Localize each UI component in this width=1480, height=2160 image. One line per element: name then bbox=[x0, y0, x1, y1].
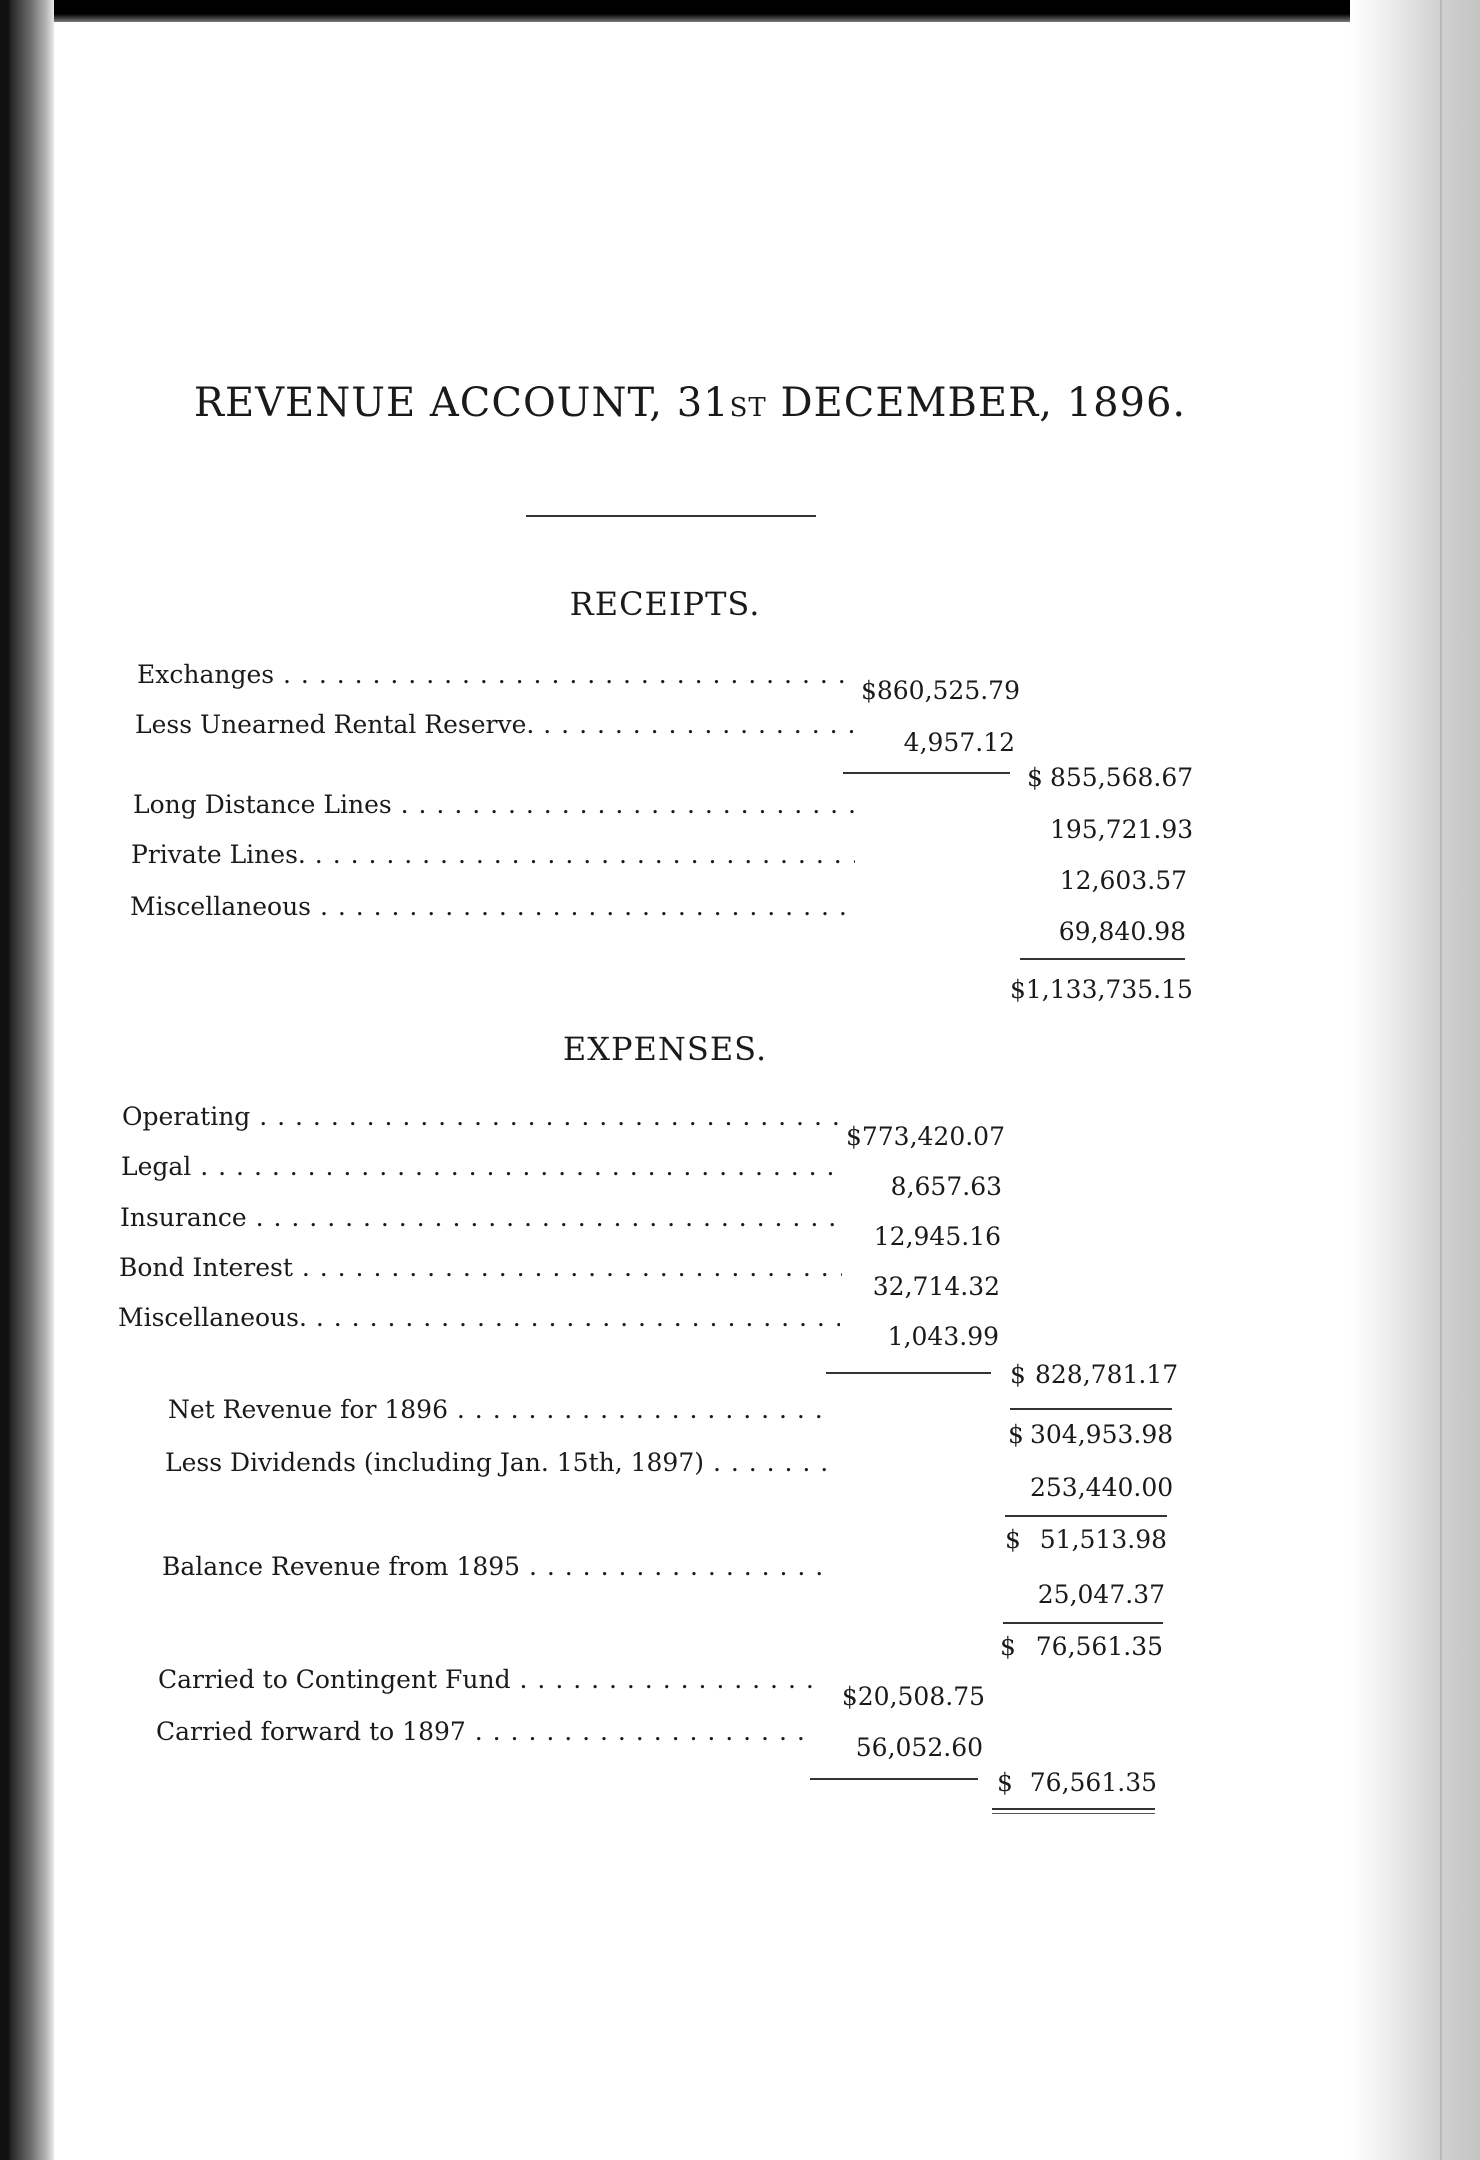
summary-less-dividends-label: Less Dividends (including Jan. 15th, 1897) . . . bbox=[165, 1448, 830, 1477]
expenses-subtotal-rule bbox=[826, 1372, 991, 1374]
receipts-private-lines-amount: 12,603.57 bbox=[1059, 866, 1187, 895]
expenses-total-currency: $ bbox=[1010, 1360, 1026, 1389]
expenses-heading: EXPENSES. bbox=[562, 1030, 768, 1068]
title-prefix: REVENUE ACCOUNT, 31 bbox=[193, 380, 730, 426]
title-divider bbox=[526, 515, 816, 517]
receipts-private-lines-label: Private Lines. . . . bbox=[131, 840, 855, 869]
summary-subtotal-amount: 51,513.98 bbox=[1039, 1525, 1167, 1554]
summary-balance-1895-label: Balance Revenue from 1895 . . . bbox=[162, 1552, 827, 1581]
summary-dividends-rule bbox=[1005, 1515, 1167, 1517]
expenses-total-amount: 828,781.17 bbox=[1035, 1360, 1179, 1389]
summary-less-dividends-amount: 253,440.00 bbox=[1030, 1473, 1174, 1502]
summary-forward-rule bbox=[810, 1778, 978, 1780]
expenses-total-rule bbox=[1010, 1408, 1172, 1410]
summary-subtotal2-currency: $ bbox=[1000, 1632, 1016, 1661]
receipts-long-distance-label: Long Distance Lines . . . bbox=[133, 790, 855, 819]
expenses-operating-amount: $773,420.07 bbox=[845, 1122, 1005, 1151]
expenses-operating-label: Operating . . . bbox=[122, 1102, 847, 1131]
summary-contingent-fund-amount: $20,508.75 bbox=[841, 1682, 985, 1711]
receipts-exchanges-amount: $860,525.79 bbox=[860, 676, 1020, 705]
expenses-legal-label: Legal . . . bbox=[121, 1152, 845, 1181]
expenses-insurance-label: Insurance . . . bbox=[120, 1203, 843, 1232]
summary-final-amount: 76,561.35 bbox=[1029, 1768, 1157, 1797]
summary-balance-1895-amount: 25,047.37 bbox=[1037, 1580, 1165, 1609]
receipts-total-rule bbox=[1020, 958, 1185, 960]
receipts-miscellaneous-label: Miscellaneous . . . bbox=[130, 892, 855, 921]
summary-final-currency: $ bbox=[997, 1768, 1013, 1797]
summary-subtotal2-amount: 76,561.35 bbox=[1035, 1632, 1163, 1661]
summary-net-revenue-label: Net Revenue for 1896 . . . bbox=[168, 1395, 833, 1424]
expenses-miscellaneous-amount: 1,043.99 bbox=[887, 1322, 999, 1351]
receipts-exchanges-subtotal-rule bbox=[843, 772, 1010, 774]
expenses-miscellaneous-label: Miscellaneous. . . . bbox=[118, 1303, 840, 1332]
page-title bbox=[0, 380, 1380, 426]
summary-final-double-rule bbox=[992, 1808, 1155, 1814]
summary-contingent-fund-label: Carried to Contingent Fund . . . bbox=[158, 1665, 813, 1694]
receipts-heading: RECEIPTS. bbox=[569, 585, 761, 623]
receipts-total-amount: $1,133,735.15 bbox=[1010, 975, 1193, 1004]
receipts-less-unearned-label: Less Unearned Rental Reserve. . . . bbox=[135, 710, 857, 739]
expenses-insurance-amount: 12,945.16 bbox=[873, 1222, 1001, 1251]
summary-forward-1897-label: Carried forward to 1897 . . . bbox=[156, 1717, 811, 1746]
title-suffix: DECEMBER, 1896. bbox=[766, 380, 1187, 426]
title-ordinal-suffix: ST bbox=[729, 393, 767, 423]
receipts-miscellaneous-amount: 69,840.98 bbox=[1058, 917, 1186, 946]
receipts-exchanges-label: Exchanges . . . bbox=[137, 660, 857, 689]
receipts-long-distance-amount: 195,721.93 bbox=[1050, 815, 1194, 844]
expenses-bond-interest-amount: 32,714.32 bbox=[872, 1272, 1000, 1301]
receipts-less-unearned-amount: 4,957.12 bbox=[903, 728, 1015, 757]
summary-subtotal-currency: $ bbox=[1005, 1525, 1021, 1554]
expenses-bond-interest-label: Bond Interest . . . bbox=[119, 1253, 842, 1282]
scan-right-edge-line bbox=[1440, 0, 1442, 2160]
receipts-net-exchanges-currency: $ bbox=[1027, 763, 1043, 792]
scan-top-border bbox=[0, 0, 1480, 22]
summary-balance-rule bbox=[1003, 1622, 1163, 1624]
scan-left-border bbox=[0, 0, 54, 2160]
summary-net-revenue-currency: $ bbox=[1008, 1420, 1024, 1449]
scan-right-page-edge bbox=[1350, 0, 1480, 2160]
receipts-net-exchanges-amount: 855,568.67 bbox=[1050, 763, 1194, 792]
expenses-legal-amount: 8,657.63 bbox=[890, 1172, 1002, 1201]
summary-forward-1897-amount: 56,052.60 bbox=[855, 1733, 983, 1762]
summary-net-revenue-amount: 304,953.98 bbox=[1030, 1420, 1174, 1449]
